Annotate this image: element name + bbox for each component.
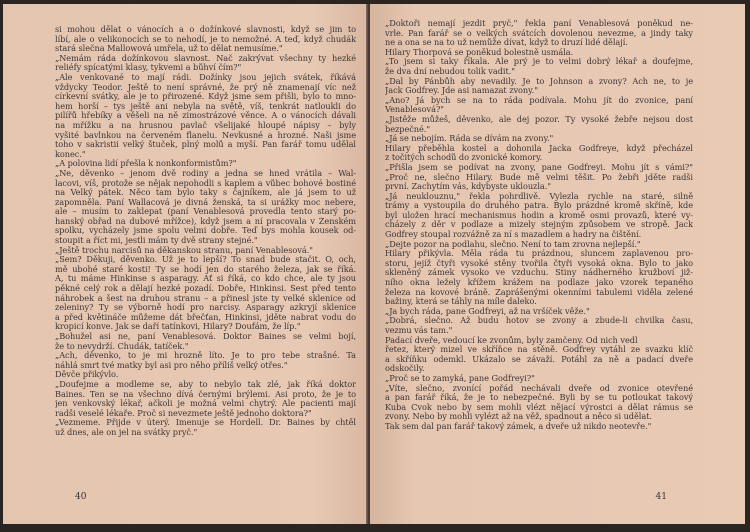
text-line: „Dobrá, slečno. Až budu hotov se zvony a zbude-li chvilka času, — [385, 316, 693, 326]
text-line: toho v sakristii velký štuček, plný molů a myší. Pan farář tomu udělal — [55, 140, 356, 150]
text-line: „Nemám ráda dožínkovou slavnost. Nač zakrývat všechny ty hezké — [55, 53, 356, 63]
text-line: stoupit a říct mi, jestli mám ty dvě strany stejné." — [55, 236, 258, 246]
text-line: konec." — [55, 149, 86, 159]
text-line: hem horší – tys ještě ani nebyla na světě, víš, tenkrát natloukli do — [55, 101, 356, 111]
text-line: skleněný zámek vysoko ve vzduchu. Stiny nádherného kružboví již- — [385, 268, 693, 278]
text-line: „Bohužel asi ne, paní Venablesová. Doktor Baines se velmi bojí, — [55, 332, 356, 341]
text-line: A, tu máme Hinkinse s asparagy. Ať si říká, co kdo chce, ale ty jsou — [55, 274, 356, 284]
text-line: „To jsem si taky říkala. Ale prý je to velmi dobrý lékař a doufejme, — [385, 57, 693, 67]
text-line: zvony. Nebo by mohli vylézt až na věž, spadnout a něco si udělat. — [385, 412, 652, 422]
text-line: náhrobek a šest na druhou stranu – a přinesl jste ty velké sklenice od — [55, 293, 356, 303]
text-line: vezmu vás tam." — [385, 326, 453, 335]
text-line: vždycky Teodor. Ještě to není správné, že prý ně znamenají víc než — [55, 82, 356, 92]
text-line: Godfrey stoupal rozvážně za ní s mazadlem a hadry na čištění. — [385, 230, 642, 240]
text-line: „Doufejme a modleme se, aby to nebylo tak zlé, jak říká doktor — [55, 379, 356, 389]
text-line: „Sem? Děkuji, děvenko. Už je to lepší? To snad bude stačit. Ó, och, — [55, 255, 356, 265]
text-line: „Ještě trochu narcisů na děkanskou stranu, paní Venablesová." — [55, 245, 313, 255]
text-line: líbí, ale o velikonocích se to nehodí, je to nemožné. A teď, když chudák — [55, 34, 356, 44]
text-line: „Dejte pozor na podlahu, slečno. Není to tam zrovna nejlepší." — [385, 239, 641, 249]
text-line: Hilary přeběhla kostel a dohonila Jacka Godfreye, když přecházel — [385, 143, 693, 153]
left-page-text — [55, 25, 356, 438]
text-line: řetez, který mizel ve skříňce na stěně. Godfrey vytáhl ze svazku klíč — [385, 345, 693, 355]
text-line: a pan farář říká, že je to nebezpečné. Byli by se tu potloukat takový — [385, 393, 693, 403]
right-page — [370, 4, 745, 524]
text-line: že to nevydrží. Chudák, tatíček." — [55, 341, 189, 351]
text-line: kropicí konve. Jak se daří tatínkovi, Hilary? Doufám, že líp." — [55, 322, 301, 332]
text-line: pilířů hřebíky a věšeli na ně zimostrázové věnce. A o vánocích dávali — [55, 111, 356, 121]
left-page-number: 40 — [75, 492, 87, 502]
text-line: z točitých schodů do zvonické komory. — [385, 153, 543, 163]
text-line: Hilary přikývla. Měla ráda tu prázdnou, sluncem zaplavenou pro- — [385, 249, 693, 259]
text-line: hanský obřad na dubové mřížce), když jsem a ní pracovala v Ženském — [55, 216, 356, 226]
text-line: „Jistěže můžeš, děvenko, ale dej pozor. Ty vysoké žebře nejsou dost — [385, 114, 693, 124]
text-line: bezpečné." — [385, 124, 431, 134]
text-line: si mohou dělat o vánocích a o dožínkové slavnosti, když se jim to — [55, 25, 356, 34]
right-page-text — [385, 19, 693, 432]
text-line: „Přišla jsem se podívat na zvony, pane Godfreyi. Mohu jít s vámi?" — [385, 162, 693, 172]
text-line: na mřížku a na hrusnou pavlač všelijaké hloupé nápisy – byly — [55, 120, 356, 130]
text-line: „A polovina lidí přešla k nonkonformistům?" — [55, 159, 237, 169]
text-line: vrle. Pan farář se o velkých svátcích dovolenou nevezme, a jindy taky — [385, 28, 693, 38]
text-line: Padací dveře, vedoucí ke zvonům, byly zamčeny. Od nich vedl — [385, 335, 638, 345]
text-line: odskočily. — [385, 364, 425, 374]
text-line: „Víte, slečno, zvonící pořád nechávali dveře od zvonice otevřené — [385, 383, 693, 393]
text-line: „Já neuklouznu," řekla pohrdlivě. Vylezla rychle na staré, silně — [385, 191, 693, 201]
text-line: pěkné celý rok a dělají hezké pozadí. Dobře, Hinkinsi. Šest před tento — [55, 284, 356, 294]
text-line: první. Zachytím vás, kdybyste uklouzla." — [385, 182, 551, 192]
text-line: „Ja bych ráda, pane Godfreyi, až na vršíček věže." — [385, 306, 590, 316]
text-line: ne a ona se na to už nemůže dívat, když to druzí lidé dělají. — [385, 38, 628, 48]
text-line: a skříňku odemkl. Ukázalo se závaží. Potáhl za ně a padací dveře — [385, 354, 693, 364]
text-line: železa na kovové bráně. Zaprášenými okenními tabulemi viděla zelené — [385, 287, 693, 297]
text-line: Baines. Ten se na všechno dívá černými brýlemi. Asi proto, že je to — [55, 389, 356, 399]
text-line: „Já se nebojím. Ráda se dívám na zvony." — [385, 134, 554, 144]
text-line: Jack Godfrey. Jde asi namazat zvony." — [385, 86, 538, 96]
text-line: storu, jejíž čtyři vysoké stěny tvořila čtyři vysoká okna. Bylo to jako — [385, 258, 693, 268]
text-line: lacovi, víš, protože se nějak nepohodli s kaplem a vůbec bohové bostiné — [55, 178, 356, 188]
text-line: „Dal by Pánbůh aby nevadily. Je to Johnson a zvony? Ach ne, to je — [385, 76, 693, 86]
text-line: že dva dní nebudou tolik vadit." — [385, 66, 515, 76]
text-line: „Proč ne, slečno Hilary. Bude mě velmi těšit. Po žebři jděte radši — [385, 172, 693, 182]
text-line: radši veselé lékaře. Proč si nevezmete ještě jednoho doktora?" — [55, 408, 312, 418]
text-line: jen venkovský lékař, ačkoli je možná velmi chytrý. Ale pacienti mají — [55, 399, 356, 409]
text-line: už dnes, ale on jel na svátky pryč." — [55, 427, 198, 437]
text-line: a před květináče můžeme dát břečťan, Hinkinsi, jděte nabrat vodu do — [55, 312, 356, 322]
text-line: „Doktoři nemají jezdit pryč," řekla paní Venablesová poněkud ne- — [385, 19, 693, 28]
text-line: „Ano? Já bych se na to ráda podívala. Mohu jít do zvonice, paní — [385, 95, 693, 105]
text-line: „Ne, děvenko – jenom dvě rodiny a jedna se hned vrátila – Wal- — [55, 168, 356, 178]
text-line: reliéfy spícatými klasy, tykvemi a bůhví čím?" — [55, 63, 242, 73]
text-line: stará slečna Mallowová umřela, už to dělat nemusíme." — [55, 44, 283, 54]
text-line: trámy a vystoupila do druhého patra. Bylo prázdné kromě skříně, kde — [385, 201, 693, 211]
left-page — [3, 4, 368, 524]
text-line: spolku, vycházely jsme spolu velmi dobře. Teď bys mohla kousek od- — [55, 226, 356, 236]
text-line: ního okna ležely křížem krážem na podlaze jako vzorek tepaného — [385, 278, 693, 288]
text-line: cházely z děr v podlaze a mizely stejným způsobem ve stropě. Jack — [385, 220, 693, 230]
text-line: církevní svátky, ale je to přirozené. Když jsme sem přišli, bylo to mno- — [55, 92, 356, 102]
text-line: Děvče přikývlo. — [55, 370, 119, 380]
text-line: bažiny, která se táhly na míle daleko. — [385, 297, 537, 307]
text-line: Venablesová?" — [385, 105, 445, 115]
text-line: Hilary Thorpová se poněkud bolestně usmála. — [385, 47, 574, 57]
text-line: vyšité bavlnkou na červeném flanelu. Nevkusné a hrozné. Naši jsme — [55, 130, 356, 140]
text-line: byl uložen hrací mechanismus hodin a kromě osmi provazů, které vy- — [385, 210, 693, 220]
text-line: náhlá smrt tvé matky byl asi pro něho příliš velký otřes." — [55, 360, 288, 370]
text-line: mě ubohé staré kosti! Ty se hodí jen do starého železa, jak se říká. — [55, 264, 356, 274]
text-line: Kuba Cvok nebo by sem mohli vlézt nějací výrostci a dělat rámus se — [385, 402, 693, 412]
text-line: „Ale venkované to mají rádi. Dožínky jsou jejich svátek, říkává — [55, 72, 356, 82]
text-line: „Vezmeme. Přijde v úterý. Imenuje se Hordell. Dr. Baines by chtěl — [55, 418, 356, 428]
text-line: zeleniny? Ty se výborně hodí pro narcisy. Asparagy azkryjí sklenice — [55, 303, 356, 313]
right-page-number: 41 — [655, 492, 667, 502]
text-line: na Velký pátek. Něco tam bylo taky s čajníkem, ale já jsem to už — [55, 188, 356, 198]
text-line: ale – musím to zaklepat (paní Venablesová provedla tento starý po- — [55, 207, 356, 217]
text-line: „Proč se to zamyká, pane Godfreyi?" — [385, 373, 535, 383]
text-line: Tak sem dal pan farář takový zámek, a dveře už nikdo neotevře." — [385, 421, 652, 431]
text-line: „Ach, děvenko, to je mi hrozně líto. Je to pro tebe strašné. Ta — [55, 351, 356, 361]
text-line: zapomněla. Paní Wallacová je divná ženská, ta si urážky moc nebere, — [55, 197, 356, 207]
